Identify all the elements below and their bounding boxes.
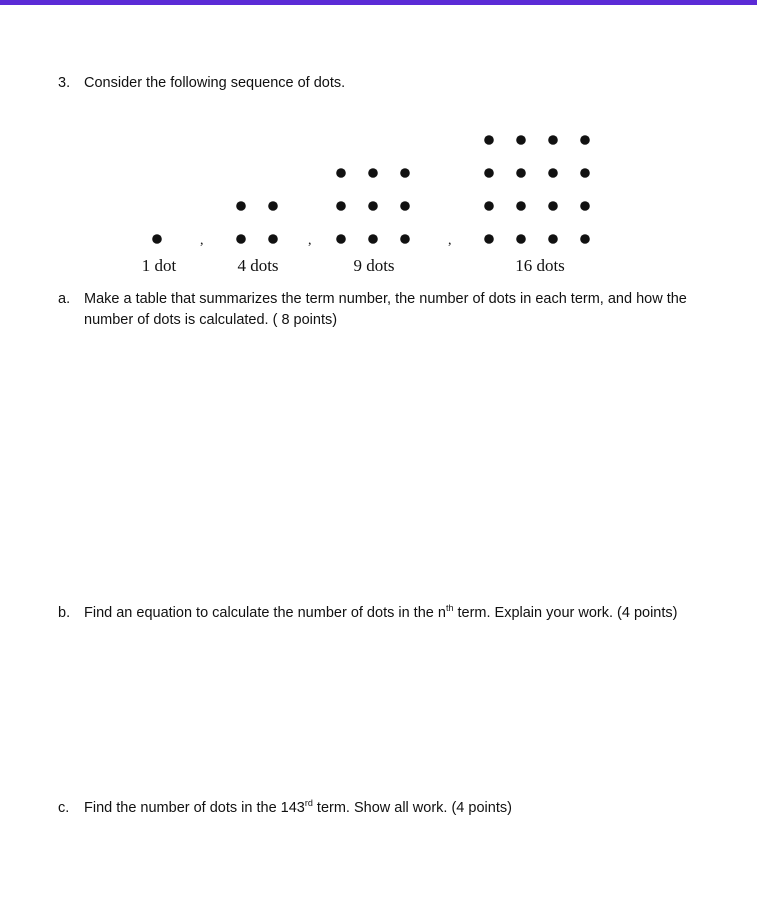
separator-comma: , [200, 233, 204, 248]
part-letter: b. [58, 605, 71, 621]
term-4-dots [484, 135, 590, 244]
term-2-label: 4 dots [237, 256, 279, 275]
term-1-label: 1 dot [141, 256, 177, 275]
dot [516, 201, 526, 211]
dot [580, 201, 590, 211]
dot [400, 234, 410, 244]
question-number: 3. [58, 75, 71, 91]
part-letter: c. [58, 800, 70, 816]
ordinal-superscript: rd [304, 798, 313, 809]
dot [484, 168, 494, 178]
ordinal-superscript: th [445, 603, 454, 614]
dot [368, 201, 378, 211]
part-b-text [84, 603, 677, 624]
dot [548, 135, 558, 145]
part-a-text-line-2: number of dots is calculated. ( 8 points) [84, 312, 338, 328]
dot [268, 201, 278, 211]
term-3-dots [336, 168, 410, 244]
dot [548, 168, 558, 178]
dot [152, 234, 162, 244]
term-1-dots [152, 234, 162, 244]
dot-sequence-figure [0, 0, 757, 290]
dot [516, 234, 526, 244]
part-a-text-line-1: Make a table that summarizes the term number, the number of dots in each term, and how the [84, 291, 687, 307]
dot [484, 135, 494, 145]
dot [336, 168, 346, 178]
dot [336, 234, 346, 244]
term-4-label: 16 dots [515, 256, 565, 275]
dot [516, 135, 526, 145]
part-c-text-before: Find the number of dots in the 143 [84, 800, 305, 816]
dot [236, 234, 246, 244]
dot [368, 168, 378, 178]
dot [548, 201, 558, 211]
dot [368, 234, 378, 244]
dot [580, 135, 590, 145]
dot [548, 234, 558, 244]
dot [268, 234, 278, 244]
part-c-text-after: term. Show all work. (4 points) [312, 800, 512, 816]
part-letter: a. [58, 291, 71, 307]
term-3-label: 9 dots [353, 256, 395, 275]
part-b-text-before: Find an equation to calculate the number of dots in the n [84, 605, 446, 621]
dot [400, 201, 410, 211]
dot [484, 234, 494, 244]
separator-comma: , [308, 233, 312, 248]
part-c-text [84, 798, 512, 819]
question-prompt: Consider the following sequence of dots. [84, 75, 346, 91]
dot [336, 201, 346, 211]
dot [236, 201, 246, 211]
dot [580, 168, 590, 178]
dot [516, 168, 526, 178]
dot [484, 201, 494, 211]
separator-comma: , [448, 233, 452, 248]
term-2-dots [236, 201, 278, 244]
dot [400, 168, 410, 178]
dot [580, 234, 590, 244]
part-b-text-after: term. Explain your work. (4 points) [453, 605, 678, 621]
